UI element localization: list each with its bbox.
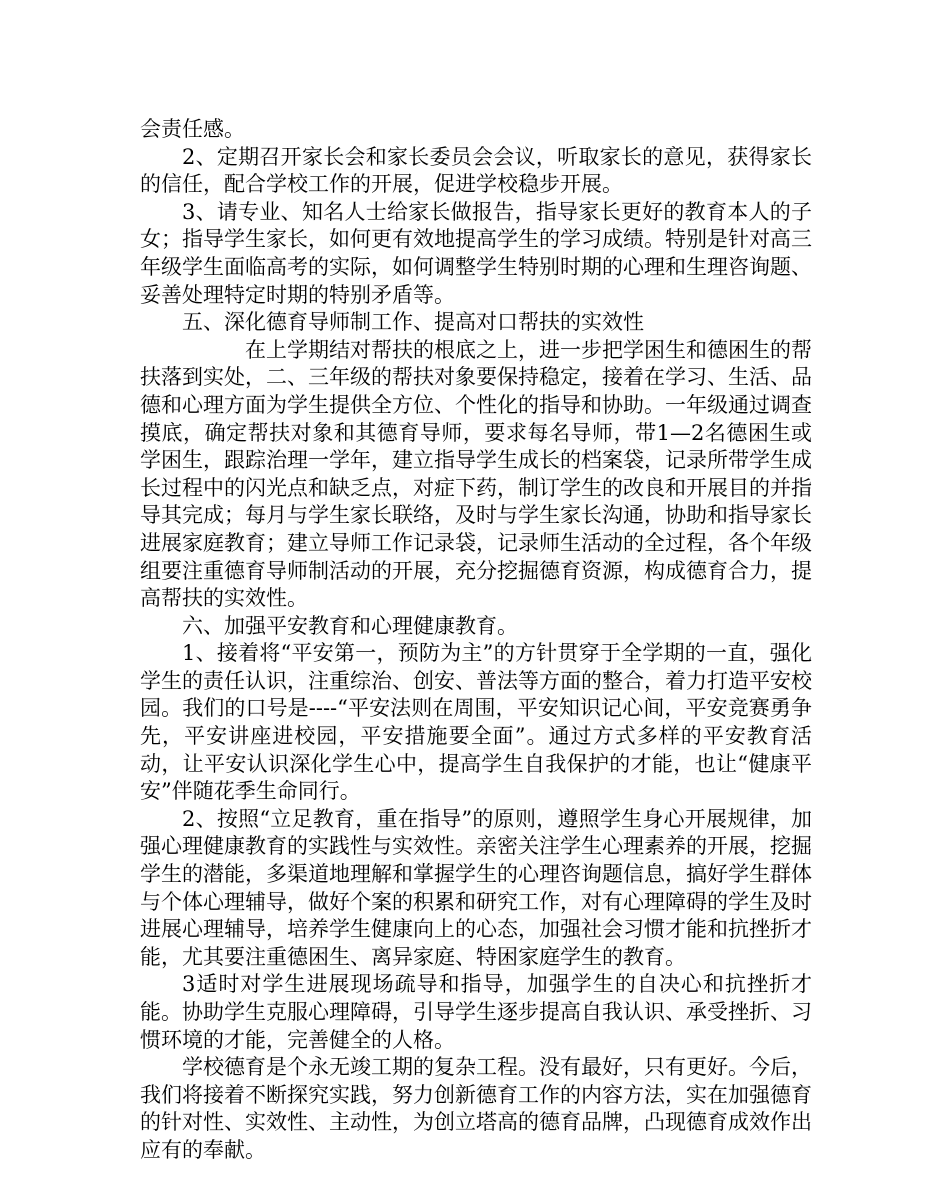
section-heading-safety-education: 六、加强平安教育和心理健康教育。 (182, 613, 518, 638)
paragraph-guidance: 3适时对学生进展现场疏导和指导，加强学生的自决心和抗挫折才能。协助学生克服心理障碍，引导学生逐步提高自我认识、承受挫折、习惯环境的才能，完善健全的人格。 (140, 972, 812, 1052)
paragraph-conclusion: 学校德育是个永无竣工期的复杂工程。没有最好，只有更好。今后，我们将接着不断探究实践，努力创新德育工作的内容方法，实在加强德育的针对性、实效性、主动性，为创立塔高的德育品牌，凸现德育成效作出应有的奉献。 (140, 1055, 812, 1162)
paragraph-continuation: 会责任感。 (140, 117, 245, 141)
paragraph-parent-meetings: 2、定期召开家长会和家长委员会会议，听取家长的意见，获得家长的信任，配合学校工作的开展，促进学校稳步开展。 (140, 144, 812, 197)
section-heading-mentor-system: 五、深化德育导师制工作、提高对口帮扶的实效性 (182, 310, 644, 335)
paragraph-safety-first: 1、接着将“平安第一，预防为主”的方针贯穿于全学期的一直，强化学生的责任认识，注重综治、创安、普法等方面的整合，着力打造平安校园。我们的口号是----“平安法则在周围，平安知识记心间，平安竞赛勇争先，平安讲座进校园，平安措施要全面”。通过方式多样的平安教育活动，让平安认识深化学生心中，提高学生自我保护的才能，也让“健康平安”伴随花季生命同行。 (140, 641, 812, 804)
paragraph-mental-health: 2、按照“立足教育，重在指导”的原则，遵照学生身心开展规律，加强心理健康教育的实践性与实效性。亲密关注学生心理素养的开展，挖掘学生的潜能，多渠道地理解和掌握学生的心理咨询题信息，搞好学生群体与个体心理辅导，做好个案的积累和研究工作，对有心理障碍的学生及时进展心理辅导，培养学生健康向上的心态，加强社会习惯才能和抗挫折才能，尤其要注重德困生、离异家庭、特困家庭学生的教育。 (140, 806, 812, 969)
document-body (140, 116, 812, 1165)
paragraph-mentor-assistance: 在上学期结对帮扶的根底之上，进一步把学困生和德困生的帮扶落到实处，二、三年级的帮扶对象要保持稳定，接着在学习、生活、品德和心理方面为学生提供全方位、个性化的指导和协助。一年级通过调查摸底，确定帮扶对象和其德育导师，要求每名导师，带1—2名德困生或学困生，跟踪治理一学年，建立指导学生成长的档案袋，记录所带学生成长过程中的闪光点和缺乏点，对症下药，制订学生的改良和开展目的并指导其完成；每月与学生家长联络，及时与学生家长沟通，协助和指导家长进展家庭教育；建立导师工作记录袋，记录师生活动的全过程，各个年级组要注重德育导师制活动的开展，充分挖掘德育资源，构成德育合力，提高帮扶的实效性。 (140, 337, 812, 611)
paragraph-expert-reports: 3、请专业、知名人士给家长做报告，指导家长更好的教育本人的子女；指导学生家长，如何更有效地提高学生的学习成绩。特别是针对高三年级学生面临高考的实际，如何调整学生特别时期的心理和生理咨询题、妥善处理特定时期的特别矛盾等。 (140, 199, 812, 307)
